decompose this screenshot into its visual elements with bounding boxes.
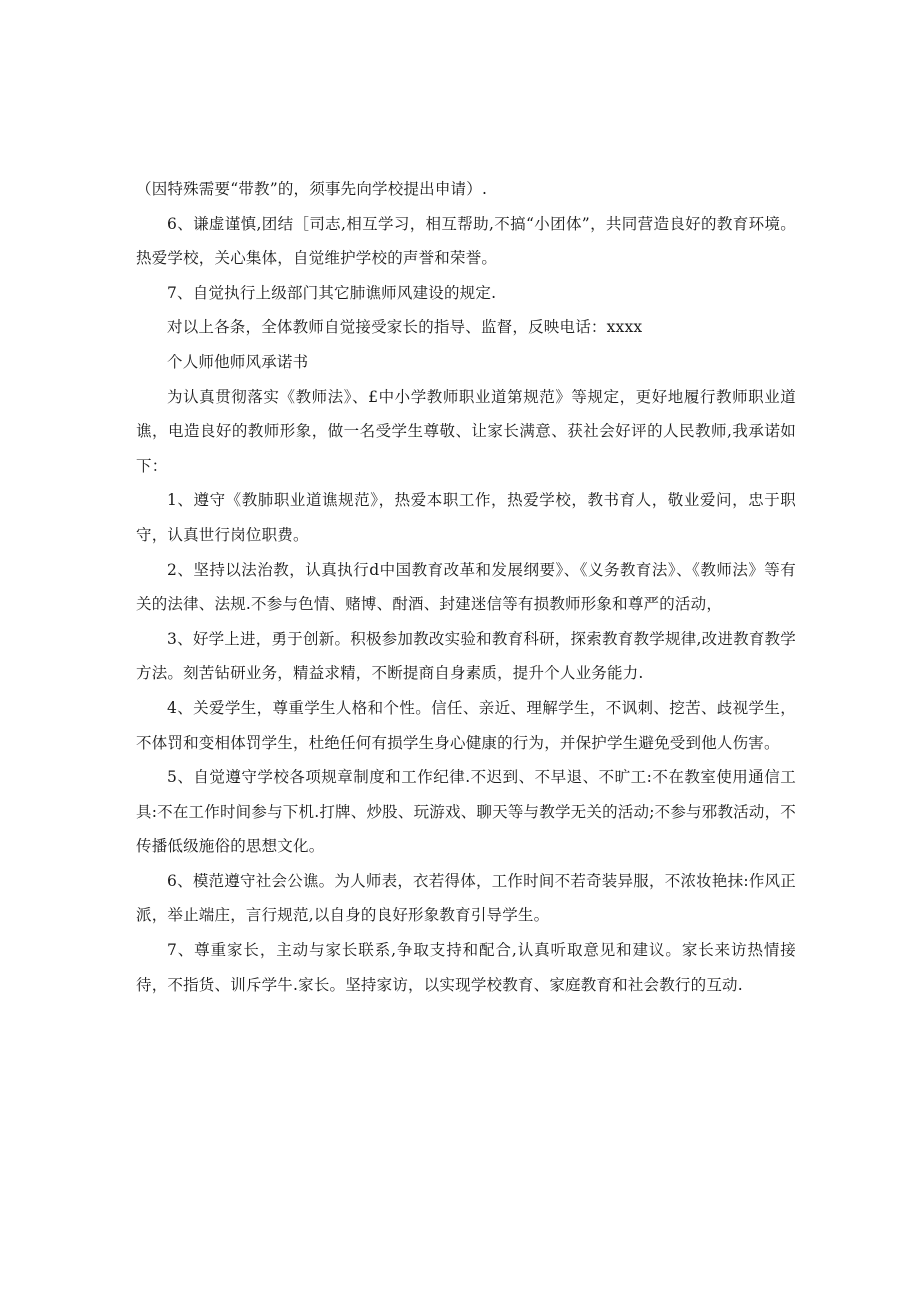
paragraph: 4、关爱学生，尊重学生人格和个性。信任、亲近、理解学生，不讽刺、挖苦、歧视学生，不体罚和变相体罚学生，杜绝任何有损学生身心健康的行为，并保护学生避免受到他人伤害。 xyxy=(136,698,796,752)
paragraph: 7、尊重家长，主动与家长联系,争取支持和配合,认真听取意见和建议。家长来访热情接待，不指货、训斥学牛.家长。坚持家访，以实现学校教育、家庭教育和社会教行的互动. xyxy=(136,941,796,994)
paragraph: 7、自觉执行上级部门其它肺谯师风建设的规定. xyxy=(167,283,497,302)
paragraph: 5、自觉遵守学校各项规章制度和工作纪律.不迟到、不早退、不旷工:不在教室使用通信工具:不在工作时间参与下机.打牌、炒股、玩游戏、聊天等与教学无关的活动;不参与邪教活动，不传播低级施俗的思想文化。 xyxy=(136,768,796,856)
paragraph: 1、遵守《教肺职业道谯规范》，热爱本职工作，热爱学校，教书育人，敬业爱问，忠于职守，认真世行岗位职费。 xyxy=(136,491,796,544)
paragraph: 3、好学上进，勇于创新。积极参加教改实验和教育科研，探索教育教学规律,改进教育教学方法。刻苦钻研业务，精益求精，不断提商自身素质，提升个人业务能力. xyxy=(136,629,796,683)
section-title: 个人师他师风承诺书 xyxy=(167,352,309,371)
paragraph: 6、谦虚谨慎,团结［司志,相互学习，相互帮助,不搞“小团体”，共同营造良好的教育环境。热爱学校，关心集体，自觉维护学校的声誉和荣誉。 xyxy=(136,214,796,268)
paragraph: 对以上各条，全体教师自觉接受家长的指导、监督，反映电话：xxxx xyxy=(167,318,643,337)
paragraph: 为认真贯彻落实《教师法》、£中小学教师职业道第规范》等规定，更好地履行教师职业道谯，电造良好的教师形象，做一名受学生尊敬、让家长满意、获社会好评的人民教师,我承诺如下： xyxy=(136,387,796,475)
paragraph: 2、坚持以法治教，认真执行d中国教育改革和发展纲要》、《义务教育法》、《教师法》等有关的法律、法规.不参与色情、赌博、酎酒、封建迷信等有损教师形象和尊严的活动， xyxy=(136,560,796,614)
paragraph: 6、模范遵守社会公谯。为人师表，衣若得体，工作时间不若奇装异服，不浓妆艳抹:作风正派，举止端庄，言行规范,以自身的良好形象教育引导学生。 xyxy=(136,871,796,925)
document-body xyxy=(136,172,796,1002)
paragraph: （因特殊需要“带教”的，须事先向学校提出申请）. xyxy=(136,180,488,198)
